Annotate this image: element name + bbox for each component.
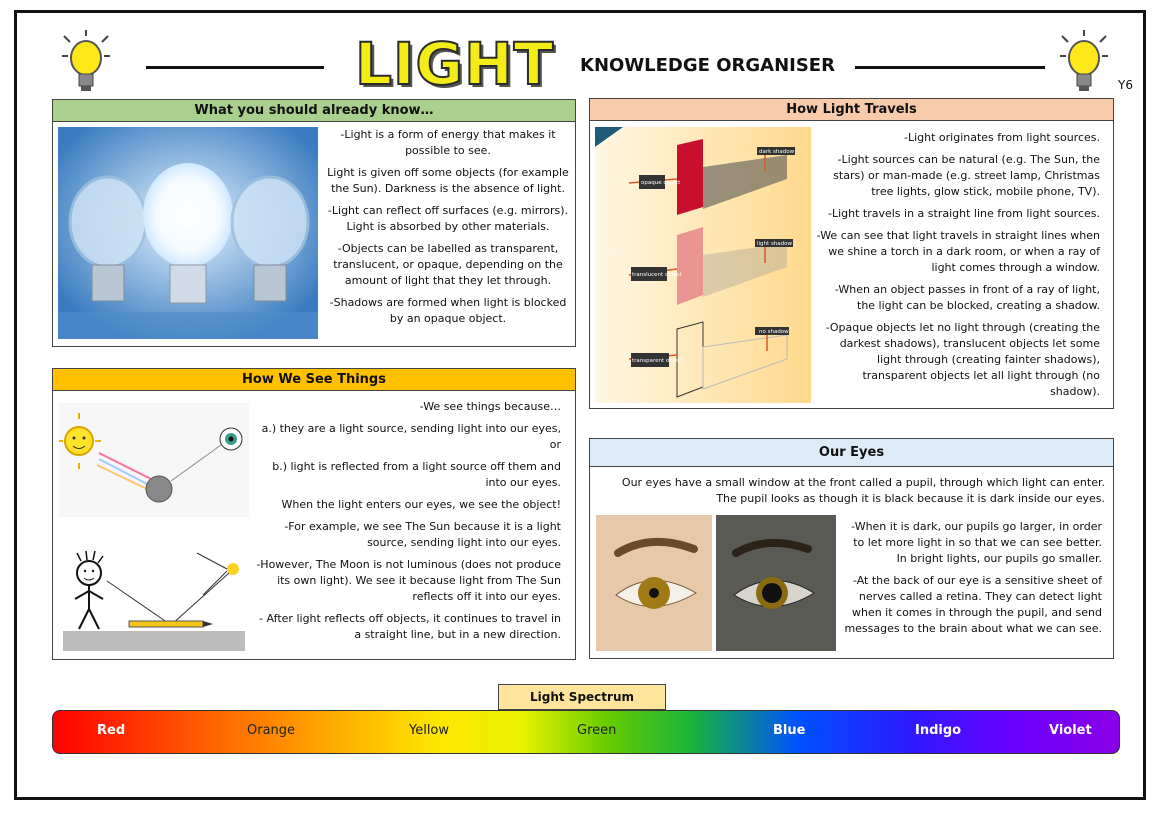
light-travels-heading: How Light Travels — [590, 99, 1113, 121]
diagram-label: light shadow — [757, 241, 793, 247]
how-we-see-line: When the light enters our eyes, we see the object! — [281, 498, 561, 511]
light-travels-text — [816, 130, 1100, 406]
already-know-panel — [52, 99, 576, 347]
already-know-heading: What you should already know… — [53, 100, 575, 122]
stick-figure-illustration — [63, 529, 245, 651]
light-travels-line: -When an object passes in front of a ray of light, the light can be blocked, creating a shadow. — [834, 283, 1100, 312]
spectrum-color-label: Green — [577, 723, 617, 738]
spectrum-color-label: Yellow — [409, 723, 450, 738]
already-know-line: -Shadows are formed when light is blocked by an opaque object. — [329, 296, 567, 325]
lightbulbs-photo — [58, 127, 318, 339]
our-eyes-line: -When it is dark, our pupils go larger, in order to let more light in so that we can see better. In bright lights, our pupils go smaller. — [851, 520, 1102, 565]
our-eyes-text — [844, 519, 1102, 643]
how-we-see-text — [251, 399, 561, 649]
already-know-text — [325, 127, 571, 333]
our-eyes-panel — [589, 438, 1114, 659]
how-we-see-line: -For example, we see The Sun because it is a light source, sending light into our eyes. — [284, 520, 561, 549]
how-we-see-line: -However, The Moon is not luminous (does not produce its own light). We see it because light from The Sun reflects off it into our eyes. — [256, 558, 561, 603]
light-travels-line: -We can see that light travels in straight lines when we shine a torch in a dark room, or when a ray of light comes through a window. — [816, 229, 1100, 274]
spectrum-color-label: Orange — [247, 723, 296, 738]
already-know-line: -Light can reflect off surfaces (e.g. mirrors). Light is absorbed by other materials. — [327, 204, 569, 233]
spectrum-color-label: Blue — [773, 723, 806, 738]
shadow-diagram — [595, 127, 811, 403]
how-we-see-heading: How We See Things — [53, 369, 575, 391]
light-spectrum-bar — [52, 710, 1120, 754]
light-travels-line: -Light sources can be natural (e.g. The Sun, the stars) or man-made (e.g. street lamp, Christmas tree lights, glow stick, mobile phone, TV). — [833, 153, 1100, 198]
diagram-label: opaque object — [641, 180, 681, 186]
our-eyes-heading: Our Eyes — [590, 439, 1113, 467]
already-know-line: -Objects can be labelled as transparent, translucent, or opaque, depending on the amount of light that they let through. — [333, 242, 563, 287]
how-we-see-line: b.) light is reflected from a light source off them and into our eyes. — [272, 460, 561, 489]
diagram-label: translucent object — [632, 272, 682, 278]
spectrum-label: Light Spectrum — [498, 684, 666, 710]
spectrum-color-label: Red — [97, 723, 126, 738]
light-travels-panel — [589, 98, 1114, 409]
eyes-photo — [596, 515, 836, 651]
how-we-see-line: - After light reflects off objects, it continues to travel in a straight line, but in a new direction. — [259, 612, 561, 641]
title-rule-left — [146, 66, 324, 69]
how-we-see-panel — [52, 368, 576, 660]
diagram-label: transparent object — [632, 358, 683, 364]
year-label: Y6 — [1118, 78, 1133, 92]
lightbulb-icon — [60, 30, 112, 94]
diagram-label: dark shadow — [759, 149, 795, 155]
spectrum-color-label: Violet — [1049, 723, 1092, 738]
how-we-see-line: -We see things because… — [419, 400, 561, 413]
spectrum-color-label: Indigo — [915, 723, 962, 738]
sun-moon-eye-illustration — [59, 403, 249, 517]
light-travels-line: -Opaque objects let no light through (creating the darkest shadows), translucent objects let some light through (creating fainter shadows), transparent objects let all light through (no shadow). — [825, 321, 1100, 398]
lightbulb-icon — [1058, 30, 1110, 94]
light-travels-line: -Light travels in a straight line from light sources. — [827, 207, 1100, 220]
light-travels-line: -Light originates from light sources. — [903, 131, 1100, 144]
our-eyes-intro: Our eyes have a small window at the front called a pupil, through which light can enter. The pupil looks as though it is black because it is dark inside our eyes. — [621, 476, 1105, 505]
already-know-line: -Light is a form of energy that makes it possible to see. — [340, 128, 556, 157]
page-title: LIGHT — [355, 30, 555, 98]
title-rule-right — [855, 66, 1045, 69]
our-eyes-line: -At the back of our eye is a sensitive sheet of nerves called a retina. They can detect light when it comes in through the pupil, and send messages to the brain about what we can see. — [844, 574, 1102, 635]
page-subtitle: KNOWLEDGE ORGANISER — [580, 55, 835, 76]
how-we-see-line: a.) they are a light source, sending light into our eyes, or — [261, 422, 561, 451]
diagram-label: no shadow — [759, 329, 789, 335]
already-know-line: Light is given off some objects (for example the Sun). Darkness is the absence of light. — [327, 166, 569, 195]
